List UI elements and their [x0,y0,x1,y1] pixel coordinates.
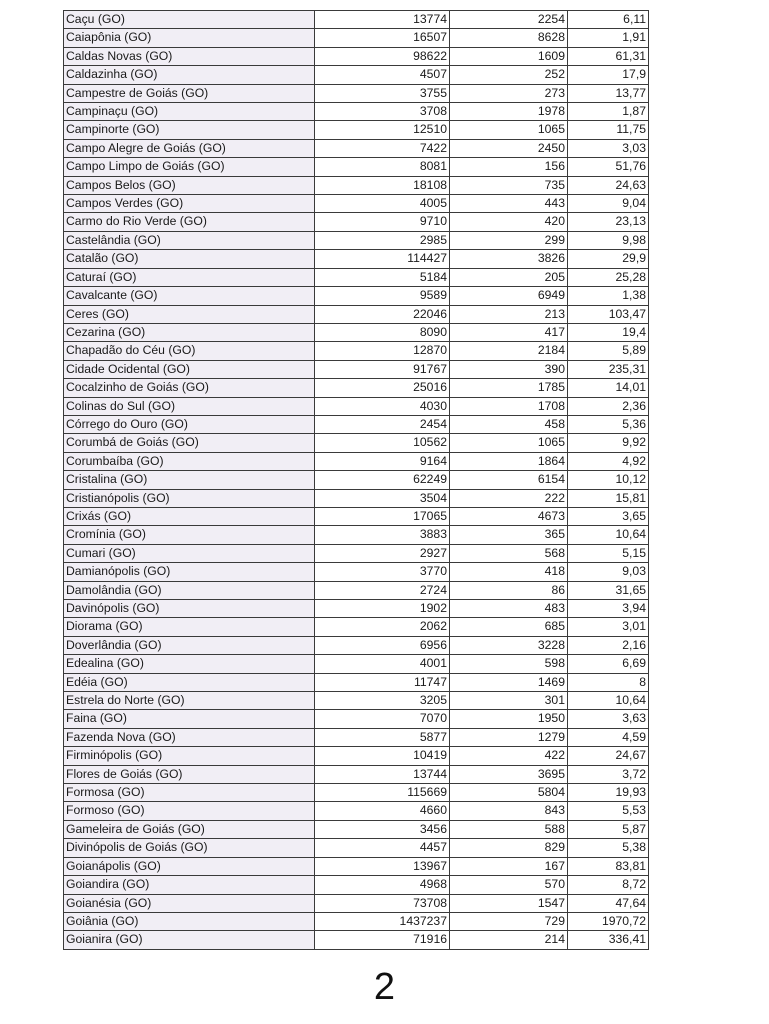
area-cell: 214 [450,931,568,949]
municipality-name-cell: Faina (GO) [64,710,315,728]
area-cell: 417 [450,323,568,341]
table-row [64,894,649,912]
municipality-name-cell: Firminópolis (GO) [64,747,315,765]
municipality-name-cell: Goianápolis (GO) [64,857,315,875]
municipality-data-table [63,10,649,950]
population-cell: 98622 [315,47,450,65]
municipality-name-cell: Cezarina (GO) [64,323,315,341]
area-cell: 843 [450,802,568,820]
table-row [64,747,649,765]
population-cell: 2454 [315,415,450,433]
population-cell: 3504 [315,489,450,507]
table-row [64,158,649,176]
population-cell: 12870 [315,342,450,360]
area-cell: 301 [450,692,568,710]
density-cell: 29,9 [568,250,649,268]
table-row [64,471,649,489]
population-cell: 7422 [315,139,450,157]
area-cell: 1279 [450,728,568,746]
density-cell: 9,03 [568,563,649,581]
area-cell: 1469 [450,673,568,691]
area-cell: 167 [450,857,568,875]
municipality-name-cell: Castelândia (GO) [64,231,315,249]
municipality-name-cell: Ceres (GO) [64,305,315,323]
table-row [64,84,649,102]
population-cell: 4507 [315,66,450,84]
area-cell: 729 [450,912,568,930]
table-row [64,250,649,268]
population-cell: 3755 [315,84,450,102]
table-row [64,452,649,470]
municipality-name-cell: Cristianópolis (GO) [64,489,315,507]
table-row [64,563,649,581]
municipality-name-cell: Caiapônia (GO) [64,29,315,47]
municipality-name-cell: Diorama (GO) [64,618,315,636]
area-cell: 483 [450,600,568,618]
area-cell: 86 [450,581,568,599]
area-cell: 273 [450,84,568,102]
population-cell: 5184 [315,268,450,286]
municipality-name-cell: Formosa (GO) [64,784,315,802]
density-cell: 19,4 [568,323,649,341]
table-row [64,655,649,673]
population-cell: 9164 [315,452,450,470]
table-row [64,360,649,378]
table-row [64,876,649,894]
table-row [64,379,649,397]
area-cell: 1708 [450,397,568,415]
density-cell: 10,12 [568,471,649,489]
density-cell: 19,93 [568,784,649,802]
population-cell: 3456 [315,820,450,838]
table-row [64,195,649,213]
table-row [64,765,649,783]
population-cell: 1902 [315,600,450,618]
municipality-name-cell: Caturaí (GO) [64,268,315,286]
table-row [64,931,649,949]
area-cell: 205 [450,268,568,286]
municipality-name-cell: Colinas do Sul (GO) [64,397,315,415]
density-cell: 5,87 [568,820,649,838]
municipality-name-cell: Caldazinha (GO) [64,66,315,84]
municipality-name-cell: Campos Belos (GO) [64,176,315,194]
municipality-name-cell: Cavalcante (GO) [64,287,315,305]
table-row [64,103,649,121]
table-row [64,11,649,29]
municipality-name-cell: Cumari (GO) [64,544,315,562]
municipality-name-cell: Catalão (GO) [64,250,315,268]
municipality-name-cell: Campinaçu (GO) [64,103,315,121]
population-cell: 3770 [315,563,450,581]
table-row [64,912,649,930]
population-cell: 91767 [315,360,450,378]
density-cell: 1,38 [568,287,649,305]
density-cell: 15,81 [568,489,649,507]
municipality-name-cell: Damianópolis (GO) [64,563,315,581]
population-cell: 2927 [315,544,450,562]
municipality-name-cell: Cromínia (GO) [64,526,315,544]
population-cell: 10419 [315,747,450,765]
density-cell: 24,67 [568,747,649,765]
density-cell: 3,03 [568,139,649,157]
area-cell: 1978 [450,103,568,121]
municipality-name-cell: Doverlândia (GO) [64,636,315,654]
population-cell: 2724 [315,581,450,599]
density-cell: 14,01 [568,379,649,397]
table-row [64,231,649,249]
density-cell: 23,13 [568,213,649,231]
table-row [64,728,649,746]
table-row [64,636,649,654]
density-cell: 5,89 [568,342,649,360]
area-cell: 299 [450,231,568,249]
population-cell: 2985 [315,231,450,249]
municipality-name-cell: Goianira (GO) [64,931,315,949]
table-row [64,526,649,544]
area-cell: 570 [450,876,568,894]
area-cell: 2450 [450,139,568,157]
table-row [64,139,649,157]
table-row [64,673,649,691]
municipality-name-cell: Cristalina (GO) [64,471,315,489]
table-row [64,600,649,618]
population-cell: 71916 [315,931,450,949]
population-cell: 9589 [315,287,450,305]
table-row [64,489,649,507]
population-cell: 3883 [315,526,450,544]
table-row [64,857,649,875]
municipality-name-cell: Damolândia (GO) [64,581,315,599]
table-row [64,342,649,360]
population-cell: 73708 [315,894,450,912]
density-cell: 24,63 [568,176,649,194]
municipality-name-cell: Flores de Goiás (GO) [64,765,315,783]
population-cell: 8081 [315,158,450,176]
area-cell: 3228 [450,636,568,654]
table-row [64,507,649,525]
population-cell: 4660 [315,802,450,820]
table-row [64,434,649,452]
population-cell: 4968 [315,876,450,894]
density-cell: 103,47 [568,305,649,323]
municipality-name-cell: Gameleira de Goiás (GO) [64,820,315,838]
density-cell: 51,76 [568,158,649,176]
density-cell: 9,92 [568,434,649,452]
density-cell: 3,01 [568,618,649,636]
population-cell: 13774 [315,11,450,29]
table-row [64,544,649,562]
population-cell: 5877 [315,728,450,746]
density-cell: 4,92 [568,452,649,470]
density-cell: 5,53 [568,802,649,820]
municipality-name-cell: Crixás (GO) [64,507,315,525]
area-cell: 568 [450,544,568,562]
municipality-name-cell: Campinorte (GO) [64,121,315,139]
density-cell: 8 [568,673,649,691]
area-cell: 418 [450,563,568,581]
area-cell: 6154 [450,471,568,489]
area-cell: 1547 [450,894,568,912]
population-cell: 114427 [315,250,450,268]
table-row [64,305,649,323]
municipality-name-cell: Edealina (GO) [64,655,315,673]
area-cell: 1065 [450,434,568,452]
municipality-name-cell: Chapadão do Céu (GO) [64,342,315,360]
municipality-name-cell: Campo Alegre de Goiás (GO) [64,139,315,157]
area-cell: 1065 [450,121,568,139]
area-cell: 598 [450,655,568,673]
area-cell: 156 [450,158,568,176]
population-cell: 3205 [315,692,450,710]
table-row [64,839,649,857]
municipality-name-cell: Córrego do Ouro (GO) [64,415,315,433]
table-row [64,784,649,802]
population-cell: 62249 [315,471,450,489]
population-cell: 1437237 [315,912,450,930]
area-cell: 3695 [450,765,568,783]
area-cell: 8628 [450,29,568,47]
population-cell: 7070 [315,710,450,728]
density-cell: 1,87 [568,103,649,121]
density-cell: 17,9 [568,66,649,84]
table-row [64,710,649,728]
municipality-name-cell: Divinópolis de Goiás (GO) [64,839,315,857]
area-cell: 1864 [450,452,568,470]
table-row [64,47,649,65]
density-cell: 47,64 [568,894,649,912]
municipality-name-cell: Campos Verdes (GO) [64,195,315,213]
area-cell: 390 [450,360,568,378]
density-cell: 2,16 [568,636,649,654]
density-cell: 8,72 [568,876,649,894]
municipality-name-cell: Edéia (GO) [64,673,315,691]
population-cell: 12510 [315,121,450,139]
area-cell: 222 [450,489,568,507]
table-row [64,618,649,636]
area-cell: 420 [450,213,568,231]
municipality-name-cell: Cocalzinho de Goiás (GO) [64,379,315,397]
area-cell: 735 [450,176,568,194]
area-cell: 3826 [450,250,568,268]
municipality-name-cell: Corumbá de Goiás (GO) [64,434,315,452]
area-cell: 2254 [450,11,568,29]
municipality-name-cell: Cidade Ocidental (GO) [64,360,315,378]
density-cell: 31,65 [568,581,649,599]
population-cell: 16507 [315,29,450,47]
population-cell: 9710 [315,213,450,231]
area-cell: 422 [450,747,568,765]
area-cell: 1609 [450,47,568,65]
density-cell: 6,11 [568,11,649,29]
table-row [64,581,649,599]
population-cell: 4005 [315,195,450,213]
density-cell: 2,36 [568,397,649,415]
area-cell: 443 [450,195,568,213]
area-cell: 6949 [450,287,568,305]
area-cell: 1785 [450,379,568,397]
density-cell: 25,28 [568,268,649,286]
municipality-name-cell: Caldas Novas (GO) [64,47,315,65]
table-row [64,802,649,820]
population-cell: 17065 [315,507,450,525]
area-cell: 5804 [450,784,568,802]
population-cell: 2062 [315,618,450,636]
table-body [64,11,649,950]
table-row [64,397,649,415]
density-cell: 3,72 [568,765,649,783]
population-cell: 115669 [315,784,450,802]
density-cell: 1,91 [568,29,649,47]
density-cell: 6,69 [568,655,649,673]
density-cell: 83,81 [568,857,649,875]
area-cell: 365 [450,526,568,544]
municipality-name-cell: Goianésia (GO) [64,894,315,912]
population-cell: 4001 [315,655,450,673]
table-row [64,820,649,838]
table-row [64,415,649,433]
population-cell: 13967 [315,857,450,875]
density-cell: 3,63 [568,710,649,728]
area-cell: 2184 [450,342,568,360]
density-cell: 9,98 [568,231,649,249]
population-cell: 3708 [315,103,450,121]
municipality-name-cell: Fazenda Nova (GO) [64,728,315,746]
table-row [64,29,649,47]
population-cell: 4030 [315,397,450,415]
density-cell: 3,94 [568,600,649,618]
population-cell: 11747 [315,673,450,691]
table-row [64,287,649,305]
density-cell: 235,31 [568,360,649,378]
population-cell: 18108 [315,176,450,194]
table-row [64,66,649,84]
population-cell: 13744 [315,765,450,783]
population-cell: 10562 [315,434,450,452]
table-row [64,268,649,286]
population-cell: 22046 [315,305,450,323]
area-cell: 588 [450,820,568,838]
density-cell: 13,77 [568,84,649,102]
density-cell: 10,64 [568,692,649,710]
table-row [64,323,649,341]
municipality-name-cell: Campestre de Goiás (GO) [64,84,315,102]
area-cell: 829 [450,839,568,857]
population-cell: 25016 [315,379,450,397]
area-cell: 685 [450,618,568,636]
table-row [64,213,649,231]
area-cell: 252 [450,66,568,84]
area-cell: 458 [450,415,568,433]
area-cell: 4673 [450,507,568,525]
table-row [64,692,649,710]
table-row [64,176,649,194]
density-cell: 5,36 [568,415,649,433]
density-cell: 336,41 [568,931,649,949]
density-cell: 10,64 [568,526,649,544]
density-cell: 61,31 [568,47,649,65]
municipality-name-cell: Campo Limpo de Goiás (GO) [64,158,315,176]
population-cell: 6956 [315,636,450,654]
density-cell: 9,04 [568,195,649,213]
municipality-name-cell: Davinópolis (GO) [64,600,315,618]
municipality-name-cell: Goiandira (GO) [64,876,315,894]
density-cell: 1970,72 [568,912,649,930]
municipality-name-cell: Goiânia (GO) [64,912,315,930]
density-cell: 4,59 [568,728,649,746]
area-cell: 1950 [450,710,568,728]
municipality-name-cell: Estrela do Norte (GO) [64,692,315,710]
density-cell: 11,75 [568,121,649,139]
density-cell: 5,15 [568,544,649,562]
municipality-name-cell: Caçu (GO) [64,11,315,29]
table-row [64,121,649,139]
density-cell: 5,38 [568,839,649,857]
municipality-name-cell: Formoso (GO) [64,802,315,820]
area-cell: 213 [450,305,568,323]
municipality-name-cell: Corumbaíba (GO) [64,452,315,470]
population-cell: 8090 [315,323,450,341]
population-cell: 4457 [315,839,450,857]
density-cell: 3,65 [568,507,649,525]
municipality-name-cell: Carmo do Rio Verde (GO) [64,213,315,231]
page-number: 2 [373,966,396,1008]
